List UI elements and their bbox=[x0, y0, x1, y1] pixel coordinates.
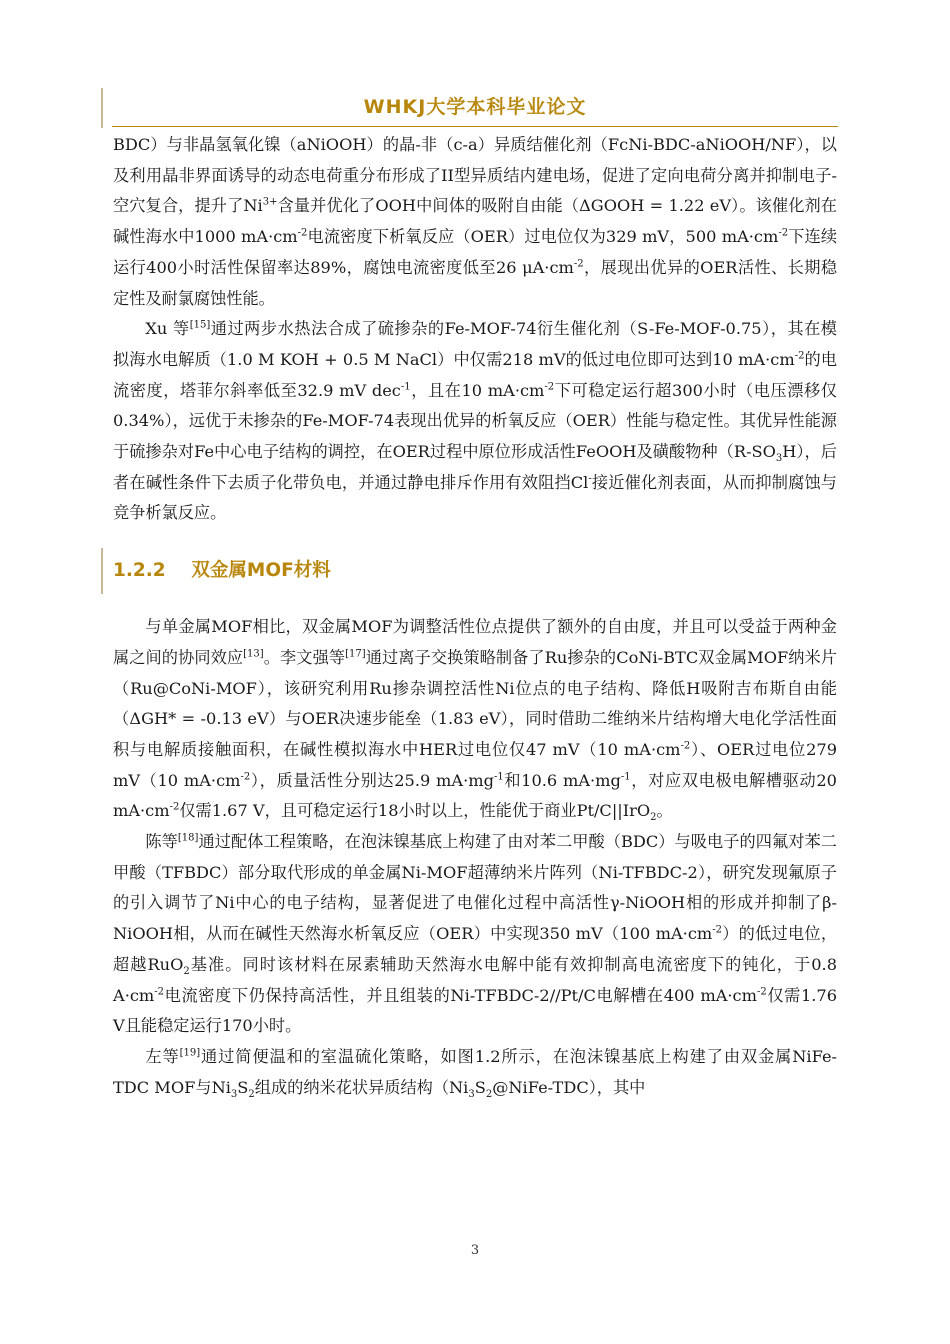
subscript: 2 bbox=[650, 812, 657, 824]
header-accent-bar bbox=[101, 88, 103, 128]
section-accent-bar bbox=[101, 548, 103, 594]
text-run: 含量并优化了OOH中间体的吸附自由能（ΔGOOH = 1.22 eV）。该催化剂在碱性海水中1000 mA·cm bbox=[113, 196, 837, 247]
text-run: Xu 等 bbox=[145, 319, 190, 339]
page-header-title: WHKJ大学本科毕业论文 bbox=[363, 96, 587, 118]
superscript: -1 bbox=[493, 771, 504, 783]
citation-superscript: [19] bbox=[179, 1047, 201, 1059]
text-run: 电流密度下仍保持高活性，并且组装的Ni-TFBDC-2//Pt/C电解槽在400 mA·cm bbox=[164, 985, 757, 1005]
superscript: -2 bbox=[544, 381, 555, 393]
text-run: 通过配体工程策略，在泡沫镍基底上构建了由对苯二甲酸（BDC）与吸电子的四氟对苯二甲酸（TFBDC）部分取代形成的单金属Ni-MOF超薄纳米片阵列（Ni-TFBDC-2），研究发现氟原子的引入调节了Ni中心的电子结构，显著促进了电催化过程中高活性γ-NiOOH相的形成并抑制了β-NiOOH相，从而在碱性天然海水析氧反应（OER）中实现350 mV（100 mA·cm bbox=[113, 832, 837, 944]
text-run: S bbox=[474, 1077, 486, 1097]
text-run: S bbox=[237, 1077, 249, 1097]
text-run: ，且在10 mA·cm bbox=[410, 380, 545, 400]
body-text bbox=[113, 130, 837, 1103]
paragraph-1 bbox=[113, 130, 837, 314]
section-heading bbox=[113, 548, 837, 594]
text-run: 通过两步水热法合成了硫掺杂的Fe-MOF-74衍生催化剂（S-Fe-MOF-0.75），其在模拟海水电解质（1.0 M KOH + 0.5 M NaCl）中仅需218 mV的低过电位即可达到10 mA·cm bbox=[113, 319, 837, 369]
superscript: -2 bbox=[154, 986, 165, 998]
text-run: 。李文强等 bbox=[263, 647, 346, 667]
superscript: -1 bbox=[400, 381, 411, 393]
text-run: 左等 bbox=[145, 1046, 180, 1066]
superscript: -2 bbox=[573, 258, 584, 270]
paragraph-4 bbox=[113, 827, 837, 1042]
superscript: -2 bbox=[712, 924, 722, 936]
text-run: 通过离子交换策略制备了Ru掺杂的CoNi-BTC双金属MOF纳米片（Ru@CoNi-MOF），该研究利用Ru掺杂调控活性Ni位点的电子结构、降低H吸附吉布斯自由能（ΔGH* = -0.13 eV）与OER决速步能垒（1.83 eV），同时借助二维纳米片结构增大电化学活性面积与电解质接触面积，在碱性模拟海水中HER过电位仅47 mV（10 mA·cm bbox=[113, 647, 838, 759]
superscript: 3+ bbox=[262, 197, 278, 209]
text-run: 与单金属MOF相比，双金属MOF为调整活性位点提供了额外的自由度，并且可以受益于两种金属之间的协同效应 bbox=[113, 617, 837, 667]
text-run: 和10.6 mA·mg bbox=[503, 770, 621, 790]
superscript: -2 bbox=[756, 986, 767, 998]
text-run: 下连续运行400小时活性保留率达89%，腐蚀电流密度低至26 μA·cm bbox=[113, 227, 838, 277]
text-run: 陈等 bbox=[145, 832, 178, 852]
subscript: 2 bbox=[183, 966, 190, 978]
subscript: 2 bbox=[248, 1088, 255, 1100]
text-run: 。 bbox=[656, 801, 673, 821]
text-run: ）、OER过电位279 mV（10 mA·cm bbox=[113, 739, 838, 790]
superscript: -2 bbox=[297, 227, 308, 239]
page-number: 3 bbox=[470, 1243, 480, 1258]
citation-superscript: [17] bbox=[345, 648, 366, 660]
text-run: ，对应双电极电解槽驱动20 mA·cm bbox=[113, 770, 837, 821]
text-run: 仅需1.76 V且能稳定运行170小时。 bbox=[113, 985, 838, 1036]
subscript: 3 bbox=[775, 453, 783, 465]
superscript: -2 bbox=[169, 801, 180, 813]
paragraph-5 bbox=[113, 1042, 837, 1103]
text-run: ）的低过电位，超越RuO bbox=[113, 924, 838, 974]
text-run: ），质量活性分别达25.9 mA·mg bbox=[250, 770, 494, 790]
subscript: 2 bbox=[485, 1088, 493, 1100]
text-run: @NiFe-TDC），其中 bbox=[492, 1077, 646, 1097]
citation-superscript: [13] bbox=[243, 648, 264, 660]
text-run: 基准。同时该材料在尿素辅助天然海水电解中能有效抑制高电流密度下的钝化，于0.8 A·cm bbox=[113, 954, 837, 1005]
subscript: 3 bbox=[468, 1088, 475, 1100]
text-run: 仅需1.67 V，且可稳定运行18小时以上，性能优于商业Pt/C||IrO bbox=[179, 801, 651, 821]
superscript: -1 bbox=[620, 771, 631, 783]
subscript: 3 bbox=[230, 1088, 238, 1100]
text-run: 组成的纳米花状异质结构（Ni bbox=[254, 1077, 469, 1097]
text-run: 的电流密度，塔菲尔斜率低至32.9 mV dec bbox=[113, 349, 838, 400]
text-run: 下可稳定运行超300小时（电压漂移仅0.34%），远优于未掺杂的Fe-MOF-74表现出优异的析氧反应（OER）性能与稳定性。其优异性能源于硫掺杂对Fe中心电子结构的调控，在OER过程中原位形成活性FeOOH及磺酸物种（R-SO bbox=[113, 380, 837, 462]
text-run: ，展现出优异的OER活性、长期稳定性及耐氯腐蚀性能。 bbox=[113, 257, 838, 308]
superscript: - bbox=[588, 473, 592, 485]
citation-superscript: [15] bbox=[189, 319, 211, 331]
superscript: -2 bbox=[680, 740, 691, 752]
section-title: 1.2.2 双金属MOF材料 bbox=[113, 560, 331, 582]
header-rule bbox=[112, 126, 838, 127]
superscript: -2 bbox=[794, 350, 805, 362]
citation-superscript: [18] bbox=[177, 832, 199, 844]
superscript: -2 bbox=[240, 771, 251, 783]
text-run: 通过简便温和的室温硫化策略，如图1.2所示，在泡沫镍基底上构建了由双金属NiFe-TDC MOF与Ni bbox=[113, 1046, 837, 1097]
text-run: H），后者在碱性条件下去质子化带负电，并通过静电排斥作用有效阻挡Cl bbox=[113, 442, 837, 492]
text-run: BDC）与非晶氢氧化镍（aNiOOH）的晶-非（c-a）异质结催化剂（FcNi-BDC-aNiOOH/NF），以及利用晶非界面诱导的动态电荷重分布形成了II型异质结内建电场，促进了定向电荷分离并抑制电子-空穴复合，提升了Ni bbox=[113, 135, 837, 216]
text-run: 电流密度下析氧反应（OER）过电位仅为329 mV，500 mA·cm bbox=[307, 227, 779, 247]
paragraph-2 bbox=[113, 314, 837, 529]
superscript: -2 bbox=[778, 227, 789, 239]
text-run: 接近催化剂表面，从而抑制腐蚀与竞争析氯反应。 bbox=[113, 472, 837, 523]
paragraph-3 bbox=[113, 612, 837, 827]
